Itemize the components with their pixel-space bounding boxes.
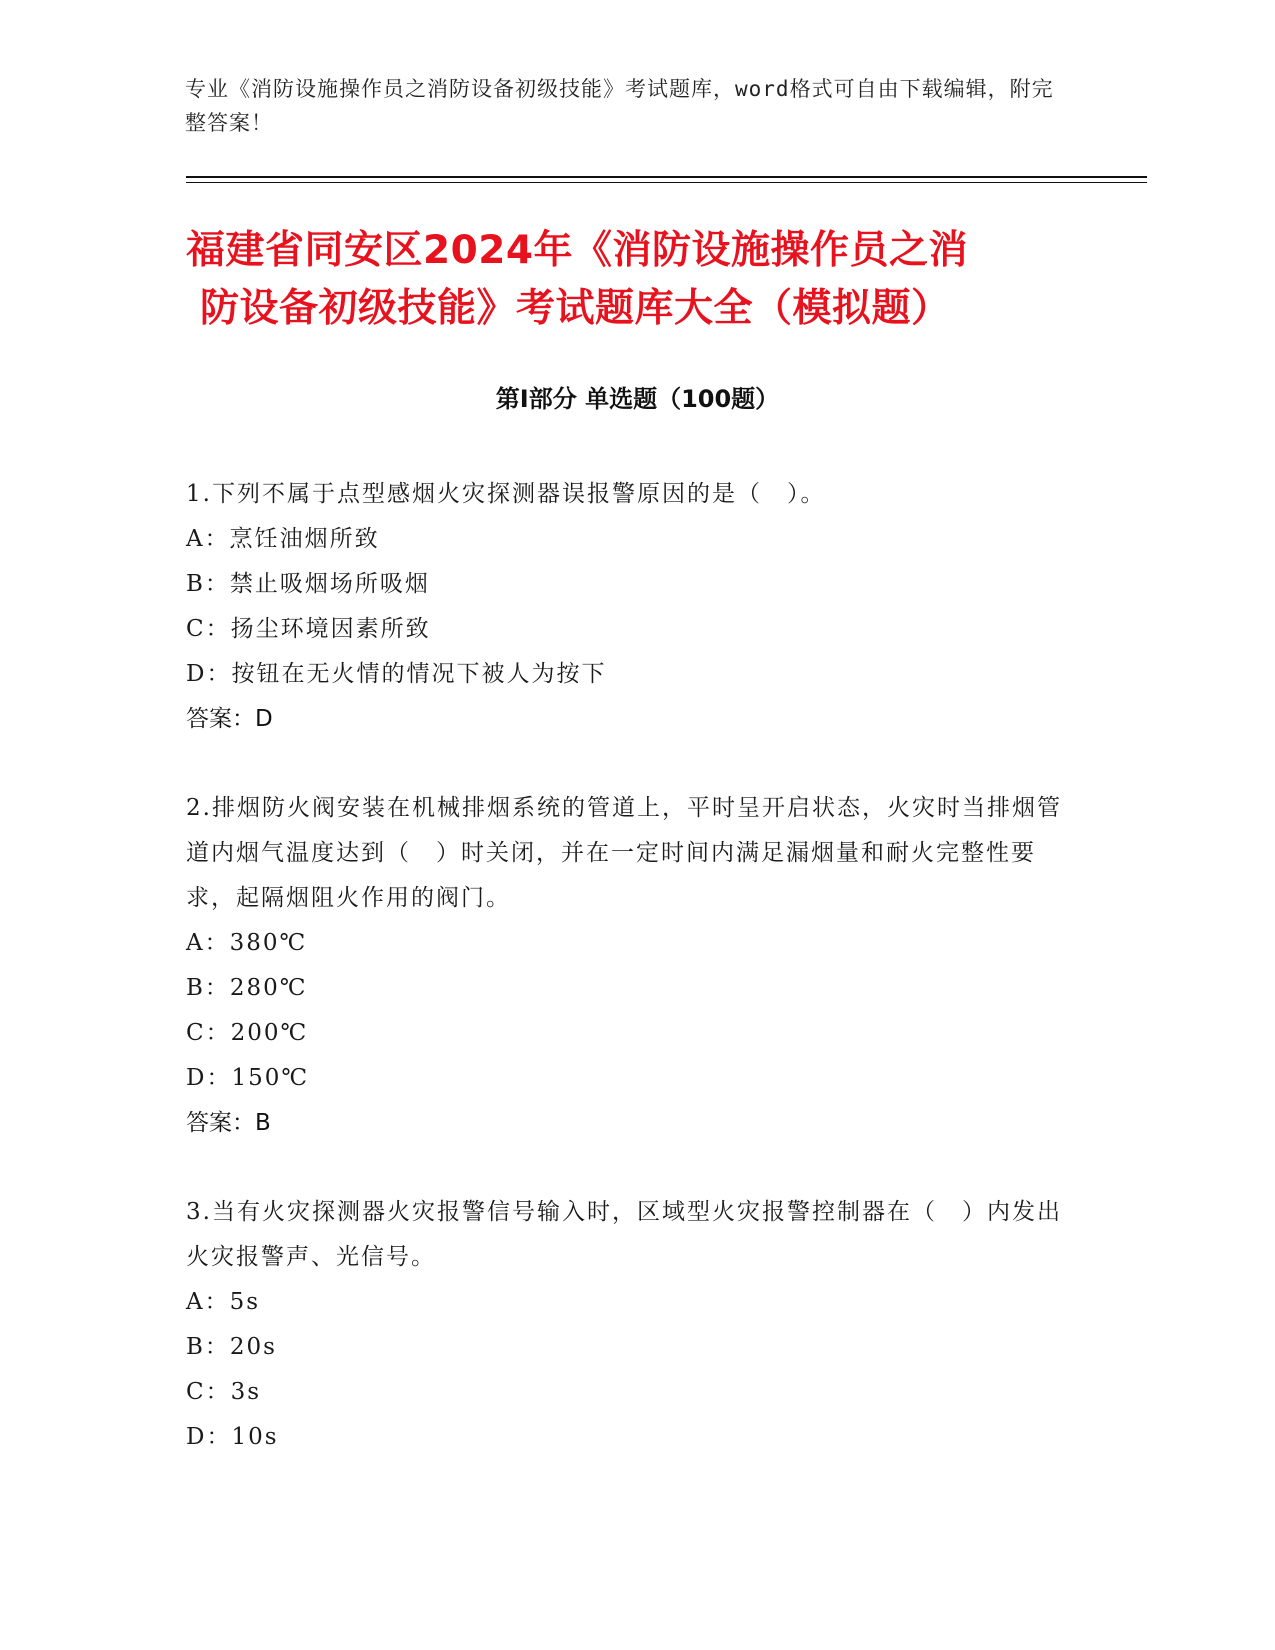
option-b: B：280℃ (186, 975, 308, 1001)
document-title (186, 222, 1086, 338)
option-c: C：3s (186, 1379, 262, 1405)
question-list (186, 472, 1066, 1504)
question-stem: 2.排烟防火阀安装在机械排烟系统的管道上，平时呈开启状态，火灾时当排烟管道内烟气温度达到（ ）时关闭，并在一定时间内满足漏烟量和耐火完整性要求，起隔烟阻火作用的阀门。 (186, 795, 1062, 911)
section-heading: 第I部分 单选题（100题） (495, 385, 780, 413)
option-c: C：200℃ (186, 1020, 309, 1046)
option-a: A：5s (186, 1289, 261, 1315)
header-rule-thin (186, 182, 1147, 183)
answer: 答案：B (186, 1110, 271, 1136)
header-rule-thick (186, 176, 1147, 178)
option-d: D：150℃ (186, 1065, 310, 1091)
question-stem: 3.当有火灾探测器火灾报警信号输入时，区域型火灾报警控制器在（ ）内发出火灾报警声、光信号。 (186, 1199, 1062, 1270)
option-c: C：扬尘环境因素所致 (186, 616, 431, 642)
question-2 (186, 786, 1066, 1146)
question-3 (186, 1190, 1066, 1460)
option-d: D：按钮在无火情的情况下被人为按下 (186, 661, 607, 687)
answer: 答案：D (186, 706, 273, 732)
option-b: B：禁止吸烟场所吸烟 (186, 571, 430, 597)
header-note: 专业《消防设施操作员之消防设备初级技能》考试题库，word格式可自由下载编辑，附完整答案！ (185, 77, 1054, 135)
option-a: A：380℃ (186, 930, 308, 956)
question-1 (186, 472, 1066, 742)
question-stem: 1.下列不属于点型感烟火灾探测器误报警原因的是（ ）。 (186, 481, 826, 507)
document-title-line-1: 福建省同安区2024年《消防设施操作员之消 (186, 228, 969, 273)
option-a: A：烹饪油烟所致 (186, 526, 380, 552)
option-d: D：10s (186, 1424, 279, 1450)
option-b: B：20s (186, 1334, 277, 1360)
document-title-line-2: 防设备初级技能》考试题库大全（模拟题） (200, 286, 951, 331)
